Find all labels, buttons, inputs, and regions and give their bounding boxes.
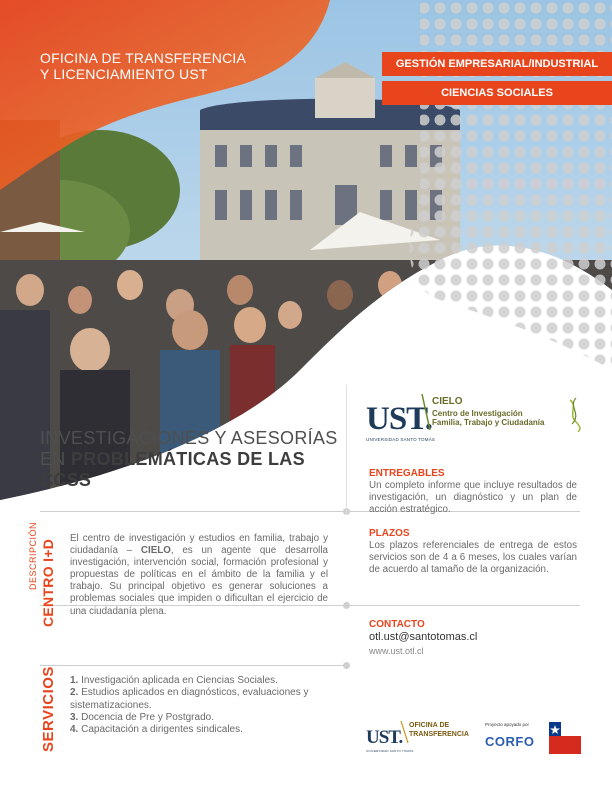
main-title-line1: INVESTIGACIONES Y ASESORÍAS bbox=[40, 428, 338, 448]
list-item bbox=[70, 724, 345, 736]
footer-ust-logo-subtitle: UNIVERSIDAD SANTO TOMÁS bbox=[366, 749, 414, 753]
office-title bbox=[40, 50, 280, 82]
deliverables-text: Un completo informe que incluye resultados de investigación, un diagnóstico y un plan de acción estratégico. bbox=[369, 480, 577, 516]
list-item-number: 1. bbox=[70, 675, 79, 686]
services-list bbox=[70, 675, 345, 736]
services-label: SERVICIOS bbox=[40, 666, 57, 752]
cielo-logo-subtitle1: Centro de Investigación bbox=[432, 409, 523, 418]
divider-left-1 bbox=[40, 511, 346, 512]
description-label-big: CENTRO I+D bbox=[40, 538, 56, 627]
list-item bbox=[70, 687, 345, 712]
divider-dot-2 bbox=[343, 602, 350, 609]
list-item bbox=[70, 675, 345, 687]
divider-left-3 bbox=[40, 665, 346, 666]
category-tag-business: GESTIÓN EMPRESARIAL/INDUSTRIAL bbox=[382, 52, 612, 76]
deliverables-heading: ENTREGABLES bbox=[369, 468, 445, 479]
list-item-text: Capacitación a dirigentes sindicales. bbox=[81, 724, 243, 736]
contact-web-link[interactable]: www.ust.otl.cl bbox=[369, 646, 424, 656]
government-logo-icon bbox=[549, 722, 581, 754]
description-text-bold: CIELO bbox=[140, 545, 171, 557]
contact-heading: CONTACTO bbox=[369, 619, 425, 630]
divider-vertical bbox=[346, 385, 347, 515]
description-text-before: El centro de investigación y estudios en familia, trabajo y ciudadanía – bbox=[70, 533, 328, 557]
list-item-text: Investigación aplicada en Ciencias Sociales. bbox=[81, 675, 278, 686]
footer-otl-line1: OFICINA DE bbox=[409, 722, 450, 729]
list-item-number: 3. bbox=[70, 711, 79, 723]
ust-logo-subtitle: UNIVERSIDAD SANTO TOMÁS bbox=[366, 437, 436, 442]
deadlines-heading: PLAZOS bbox=[369, 528, 410, 539]
divider-right-2 bbox=[350, 605, 580, 606]
list-item-number: 2. bbox=[70, 687, 79, 699]
divider-dot-3 bbox=[343, 662, 350, 669]
description-text bbox=[70, 533, 328, 618]
cielo-logo-subtitle2: Familia, Trabajo y Ciudadanía bbox=[432, 418, 545, 427]
main-title-line3 bbox=[40, 470, 340, 491]
list-item-text: Docencia de Pre y Postgrado. bbox=[81, 711, 214, 723]
footer-otl-line2: TRANSFERENCIA bbox=[409, 731, 469, 738]
main-title-line2-bold: PROBLEMÁTICAS DE LAS bbox=[70, 449, 305, 469]
list-item bbox=[70, 712, 345, 724]
main-title-line3-bold: CCSS bbox=[40, 470, 92, 490]
deadlines-text: Los plazos referenciales de entrega de estos servicios son de 4 a 6 meses, los cuales varían de acuerdo al tamaño de la organización. bbox=[369, 540, 577, 576]
footer-supported-by: Proyecto apoyado por bbox=[485, 722, 530, 727]
footer-corfo-logo: CORFO bbox=[485, 734, 535, 749]
cielo-logo-name: CIELO bbox=[432, 396, 463, 407]
list-item-text: Estudios aplicados en diagnósticos, evaluaciones y sistematizaciones. bbox=[70, 687, 309, 711]
main-title-line2 bbox=[40, 449, 340, 470]
category-tag-social-sciences: CIENCIAS SOCIALES bbox=[382, 81, 612, 105]
office-title-line2: Y LICENCIAMIENTO UST bbox=[40, 66, 208, 82]
ust-logo-word: UST. bbox=[366, 401, 432, 437]
description-text-after: , es un agente que desarrolla investigación, intervención social, formación profesional y propuestas de políticas en el ámbito de la familia y el trabajo. Su principal objetivo es generar soluciones a problemas sociales que impiden o dificultan el ejercicio de una ciudadanía plena. bbox=[70, 545, 328, 617]
main-title-line2-prefix: EN bbox=[40, 449, 71, 469]
office-title-line1: OFICINA DE TRANSFERENCIA bbox=[40, 50, 247, 66]
main-title bbox=[40, 428, 340, 491]
list-item-number: 4. bbox=[70, 724, 79, 736]
description-label-small: DESCRIPCIÓN bbox=[28, 521, 38, 590]
contact-email-link[interactable]: otl.ust@santotomas.cl bbox=[369, 631, 478, 643]
footer-ust-logo-word: UST. bbox=[366, 727, 403, 748]
